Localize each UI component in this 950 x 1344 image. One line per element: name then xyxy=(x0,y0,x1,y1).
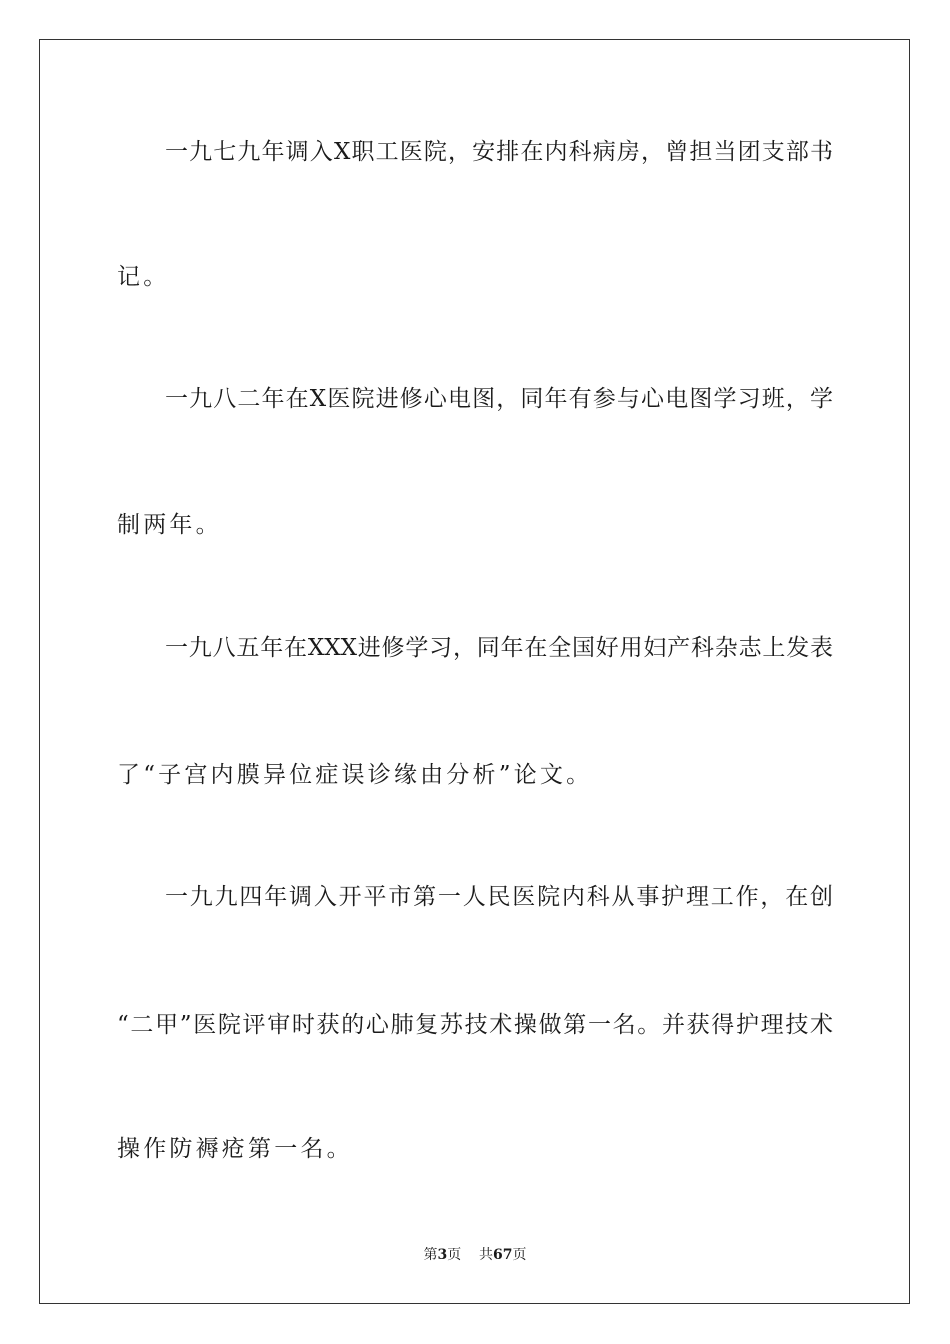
paragraph-line: 了“子宫内膜异位症误诊缘由分析”论文。 xyxy=(117,762,593,788)
paragraph-line: 一九八五年在XXX进修学习，同年在全国好用妇产科杂志上发表 xyxy=(165,635,833,661)
paragraph-line: 制两年。 xyxy=(117,512,222,538)
paragraph-line: 一九九四年调入开平市第一人民医院内科从事护理工作，在创 xyxy=(165,884,833,910)
paragraph-line: “二甲”医院评审时获的心肺复苏技术操做第一名。并获得护理技术 xyxy=(117,1012,833,1038)
footer-page-prefix: 第 xyxy=(423,1247,438,1263)
page-footer xyxy=(0,1246,950,1264)
footer-total-pages: 67 xyxy=(493,1247,513,1263)
footer-page-number: 3 xyxy=(437,1247,448,1263)
footer-page-suffix: 页 xyxy=(447,1247,462,1263)
paragraph-line: 一九八二年在X医院进修心电图，同年有参与心电图学习班，学 xyxy=(165,386,833,412)
paragraph-line: 操作防褥疮第一名。 xyxy=(117,1136,353,1162)
paragraph-line: 一九七九年调入X职工医院，安排在内科病房，曾担当团支部书 xyxy=(165,139,833,165)
page-border xyxy=(39,39,910,1304)
footer-total-prefix: 共 xyxy=(479,1247,494,1263)
footer-total-suffix: 页 xyxy=(512,1247,527,1263)
paragraph-line: 记。 xyxy=(117,264,170,290)
